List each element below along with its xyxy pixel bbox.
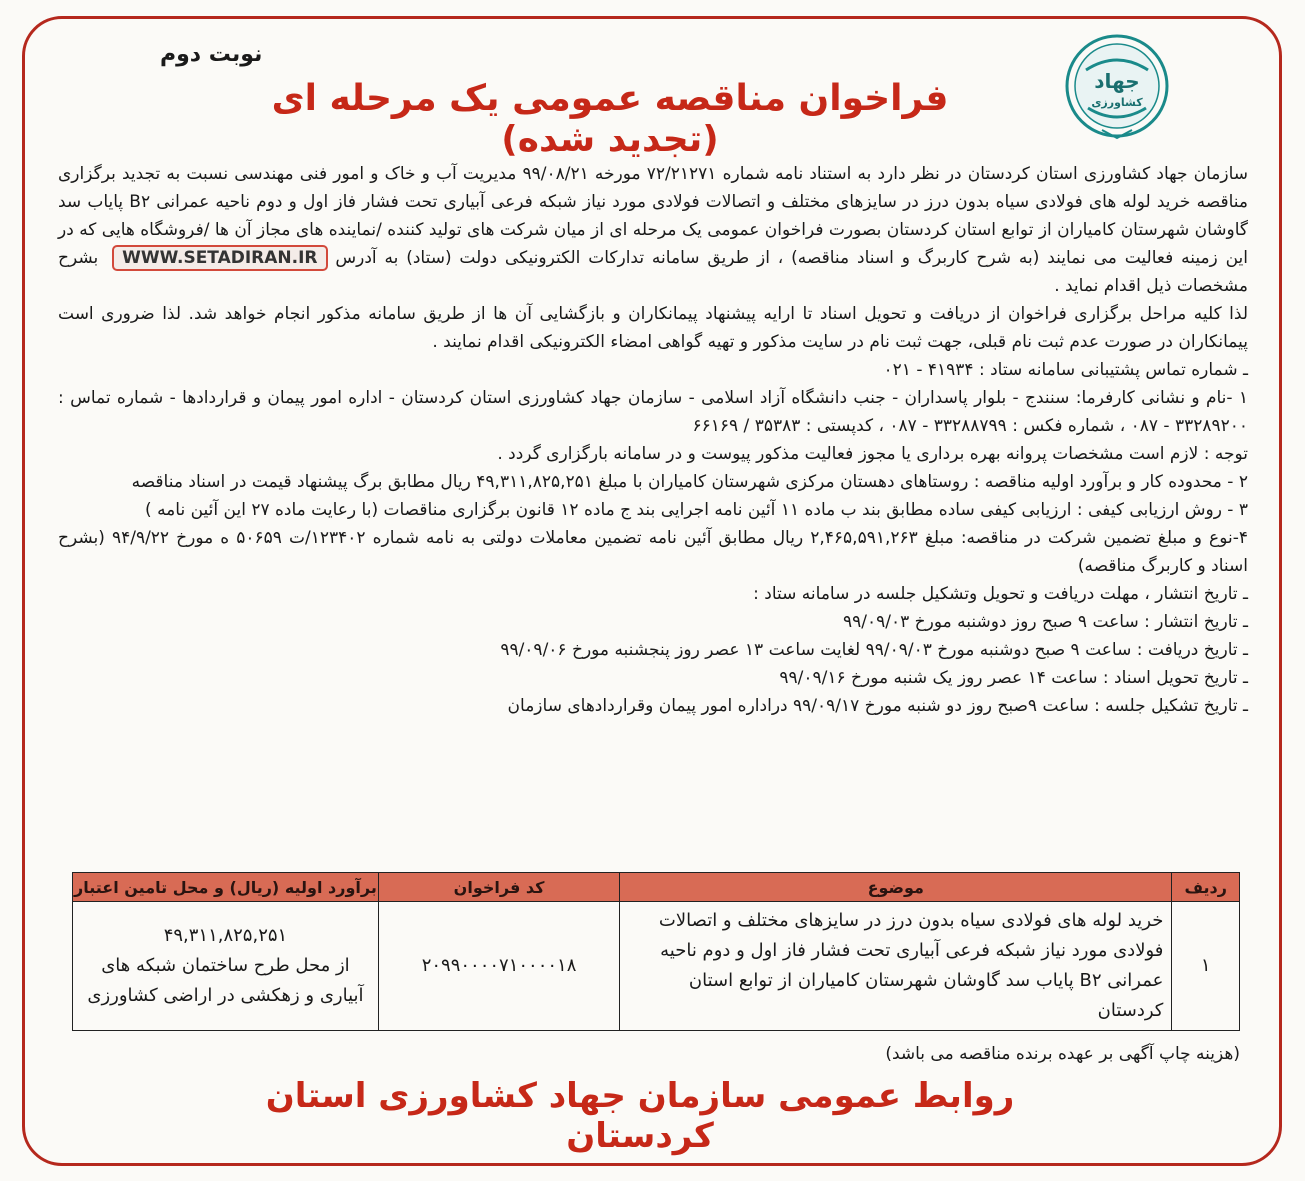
item-scope-estimate: ۲ - محدوده کار و برآورد اولیه مناقصه : روستاهای دهستان مرکزی شهرستان کامیاران با مبلغ ۴۹,۳۱۱,۸۲۵,۲۵۱ ریال مطابق برگ پیشنهاد قیمت در اسناد مناقصه [131, 472, 1248, 492]
date-meeting: ـ تاریخ تشکیل جلسه : ساعت ۹صبح روز دو شنبه مورخ ۹۹/۰۹/۱۷ دراداره امور پیمان وقراردادهای سازمان [507, 696, 1248, 716]
intro-end-text: بشرح مشخصات ذیل اقدام نماید . [58, 248, 1248, 296]
date-receive: ـ تاریخ دریافت : ساعت ۹ صبح دوشنبه مورخ ۹۹/۰۹/۰۳ لغایت ساعت ۱۳ عصر روز پنجشنبه مورخ ۹۹/۰۹/۰۶ [500, 640, 1248, 660]
cell-estimate [73, 902, 379, 1031]
cost-note: (هزینه چاپ آگهی بر عهده برنده مناقصه می باشد) [885, 1044, 1240, 1064]
col-subject: موضوع [620, 873, 1172, 902]
note-license: توجه : لازم است مشخصات پروانه بهره برداری یا مجوز فعالیت مذکور پیوست و در سامانه بارگزاری گردد . [497, 444, 1248, 464]
date-submit: ـ تاریخ تحویل اسناد : ساعت ۱۴ عصر روز یک شنبه مورخ ۹۹/۰۹/۱۶ [779, 668, 1248, 688]
cell-subject: خرید لوله های فولادی سیاه بدون درز در سایزهای مختلف و اتصالات فولادی مورد نیاز شبکه فرعی آبیاری تحت فشار فاز اول و دوم ناحیه عمرانی B۲ پایاب سد گاوشان شهرستان کامیاران از توابع استان کردستان [620, 902, 1172, 1031]
item-evaluation: ۳ - روش ارزیابی کیفی : ارزیابی کیفی ساده مطابق بند ب ماده ۱۱ آئین نامه اجرایی بند ج ماده ۱۲ قانون برگزاری مناقصات (با رعایت ماده ۲۷ این آئین نامه ) [145, 500, 1248, 520]
item-employer: ۱ -نام و نشانی کارفرما: سنندج - بلوار پاسداران - جنب دانشگاه آزاد اسلامی - سازمان جهاد کشاورزی استان کردستان - اداره امور پیمان و قراردادها - شماره تماس : ۳۳۲۸۹۲۰۰ - ۰۸۷ ، شماره فکس : ۳۳۲۸۸۷۹۹ - ۰۸۷ ، کدپستی : ۳۵۳۸۳ / ۶۶۱۶۹ [58, 388, 1248, 436]
cell-row: ۱ [1172, 902, 1240, 1031]
page-title: فراخوان مناقصه عمومی یک مرحله ای (تجدید شده) [271, 78, 949, 160]
dates-heading: ـ تاریخ انتشار ، مهلت دریافت و تحویل وتشکیل جلسه در سامانه ستاد : [753, 584, 1248, 604]
jahad-keshavarzi-logo-icon [1058, 30, 1176, 146]
website-link[interactable]: WWW.SETADIRAN.IR [112, 245, 327, 271]
setad-note: لذا کلیه مراحل برگزاری فراخوان از دریافت و تحویل اسناد تا ارایه پیشنهاد پیمانکاران و بازگشایی آن ها از طریق سامانه مذکور انجام خواهد شد. لذا ضروری است پیمانکاران در صورت عدم ثبت نام قبلی، جهت ثبت نام در سایت مذکور و تهیه گواهی امضاء الکترونیکی اقدام نمایند . [58, 304, 1248, 352]
logo-text-bottom: کشاورزی [1091, 96, 1143, 109]
turn-label: نوبت دوم [160, 42, 263, 67]
announcement-body [58, 160, 1248, 720]
estimate-amount: ۴۹,۳۱۱,۸۲۵,۲۵۱ [163, 925, 288, 946]
tender-table [72, 872, 1240, 1031]
col-row: ردیف [1172, 873, 1240, 902]
table-header-row [73, 873, 1240, 902]
col-estimate: برآورد اولیه (ریال) و محل تامین اعتبار [73, 873, 379, 902]
intro-text: سازمان جهاد کشاورزی استان کردستان در نظر دارد به استناد نامه شماره ۷۲/۲۱۲۷۱ مورخه ۹۹/۰۸/۲۱ مدیریت آب و خاک و امور فنی مهندسی نسبت به تجدید برگزاری مناقصه خرید لوله های فولادی سیاه بدون درز در سایزهای مختلف و اتصالات فولادی مورد نیاز شبکه فرعی آبیاری تحت فشار فاز اول و دوم ناحیه عمرانی B۲ پایاب سد گاوشان شهرستان کامیاران از توابع استان کردستان بصورت فراخوان عمومی یک مرحله ای از میان شرکت های تولید کننده /نماینده های مجاز آن ها /فروشگاه هایی که در این زمینه فعالیت می نمایند (به شرح کاربرگ و اسناد مناقصه) ، از طریق سامانه تدارکات الکترونیکی دولت (ستاد) به آدرس [58, 164, 1249, 268]
logo-text-top: جهاد [1094, 69, 1140, 93]
footer-signature: روابط عمومی سازمان جهاد کشاورزی استان کردستان [265, 1076, 1015, 1156]
col-code: کد فراخوان [378, 873, 619, 902]
support-phone: ـ شماره تماس پشتیبانی سامانه ستاد : ۴۱۹۳۴ - ۰۲۱ [883, 360, 1248, 380]
cell-code: ۲۰۹۹۰۰۰۰۷۱۰۰۰۰۱۸ [378, 902, 619, 1031]
intro-paragraph [58, 160, 1248, 300]
estimate-source: از محل طرح ساختمان شبکه های آبیاری و زهکشی در اراضی کشاورزی [87, 955, 364, 1006]
item-guarantee: ۴-نوع و مبلغ تضمین شرکت در مناقصه: مبلغ ۲,۴۶۵,۵۹۱,۲۶۳ ریال مطابق آئین نامه تضمین معاملات دولتی به نامه شماره ۱۲۳۴۰۲/ت ۵۰۶۵۹ ه مورخ ۹۴/۹/۲۲ (بشرح اسناد و کاربرگ مناقصه) [58, 528, 1248, 576]
date-publish: ـ تاریخ انتشار : ساعت ۹ صبح روز دوشنبه مورخ ۹۹/۰۹/۰۳ [843, 612, 1248, 632]
table-row [73, 902, 1240, 1031]
